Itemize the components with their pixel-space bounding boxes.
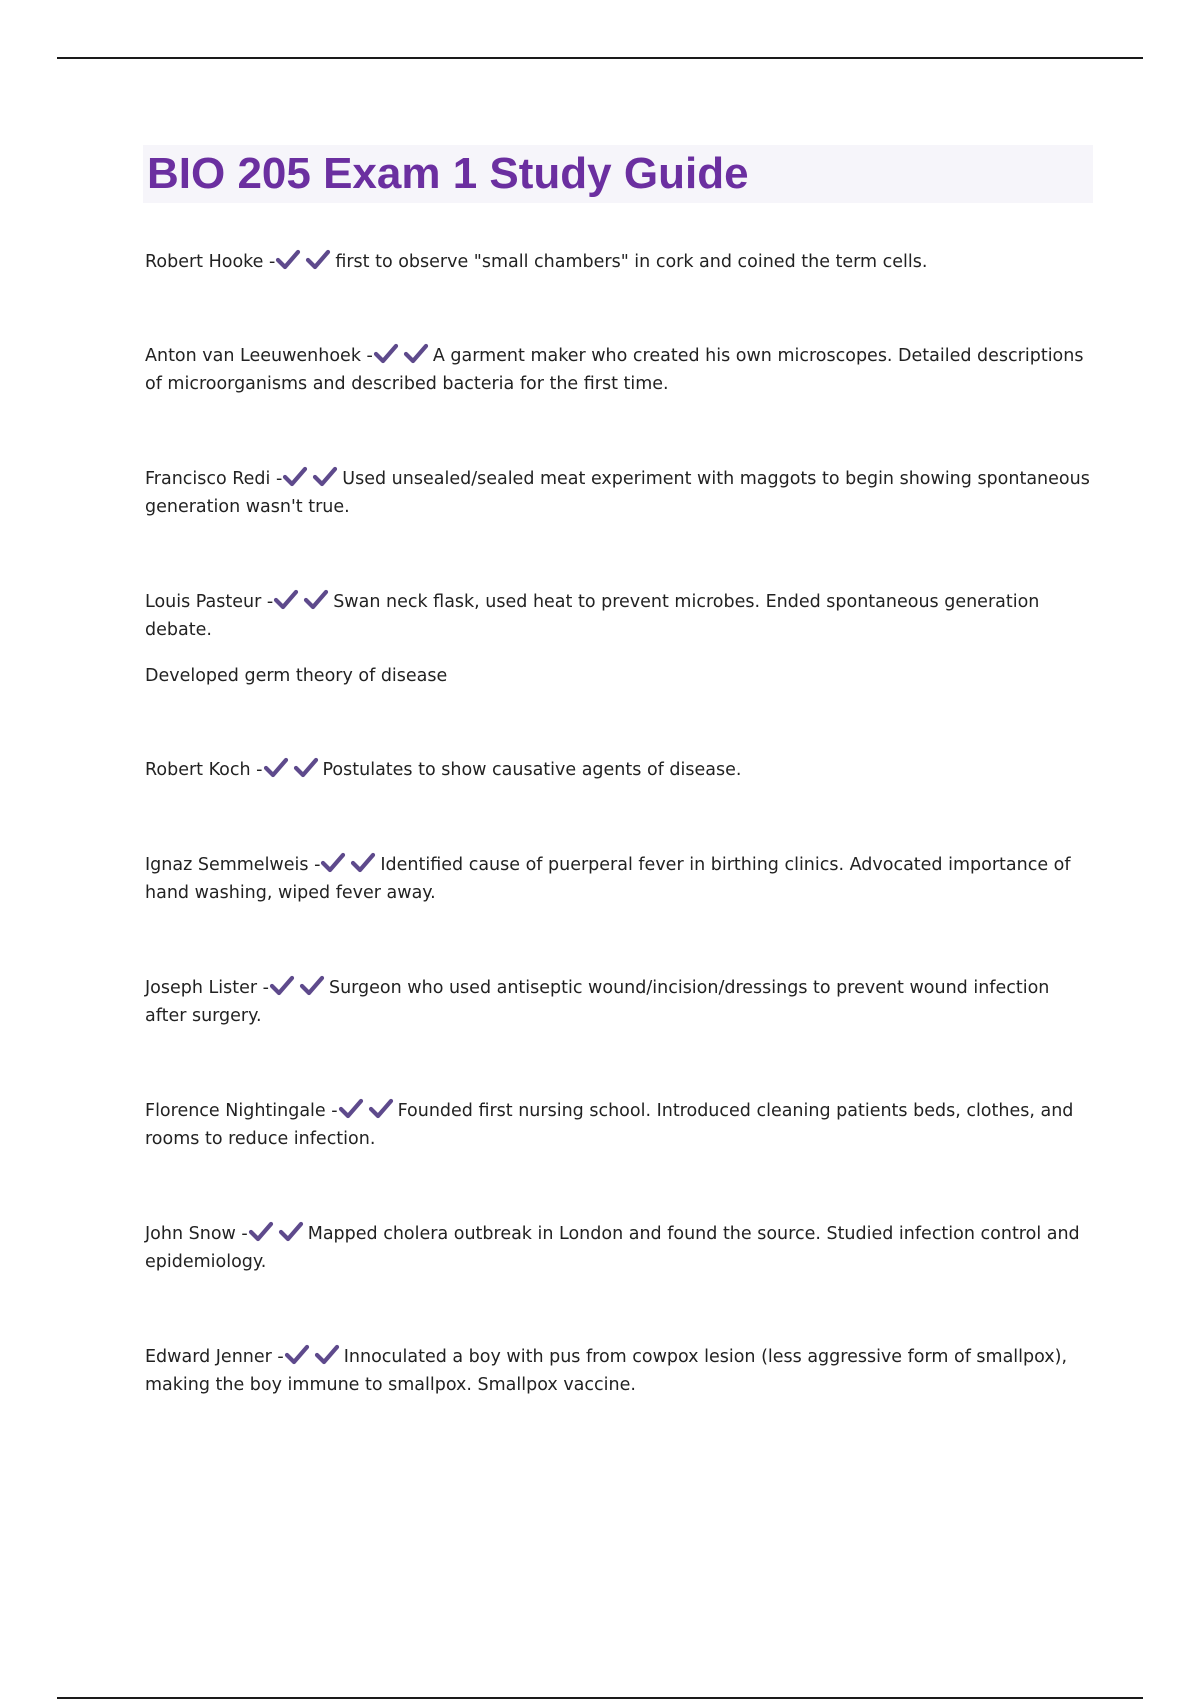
entry-separator: - (250, 760, 263, 780)
entry-text (145, 851, 1095, 907)
check-mark-icon (303, 589, 329, 611)
check-mark-icon (350, 852, 376, 874)
entry-text (145, 1097, 1095, 1153)
entry-definition: Used unsealed/sealed meat experiment with maggots to begin showing spontaneous generation wasn't true. (145, 469, 1090, 517)
entry-definition: Postulates to show causative agents of disease. (322, 760, 742, 780)
entry-term: Louis Pasteur (145, 592, 262, 612)
entry-anton-van-leeuwenhoek (145, 342, 1095, 398)
entry-term: Ignaz Semmelweis (145, 855, 309, 875)
entry-text (145, 342, 1095, 398)
check-mark-icon (338, 1098, 364, 1120)
entry-separator: - (308, 855, 321, 875)
entry-text (145, 588, 1095, 644)
check-mark-icon (368, 1098, 394, 1120)
check-mark-icon (403, 343, 429, 365)
entry-term: Joseph Lister (145, 978, 258, 998)
entry-term: Florence Nightingale (145, 1101, 326, 1121)
entry-definition: Identified cause of puerperal fever in birthing clinics. Advocated importance of hand washing, wiped fever away. (145, 855, 1071, 903)
entry-term: Francisco Redi (145, 469, 271, 489)
entry-john-snow (145, 1220, 1095, 1276)
check-mark-icon (282, 466, 308, 488)
entry-separator: - (360, 346, 373, 366)
check-mark-icon (269, 975, 295, 997)
entry-separator: - (325, 1101, 338, 1121)
entry-definition: first to observe "small chambers" in cork and coined the term cells. (335, 252, 928, 272)
entry-term: Edward Jenner (145, 1347, 272, 1367)
entry-definition: Innoculated a boy with pus from cowpox lesion (less aggressive form of smallpox), making the boy immune to smallpox. Smallpox vaccine. (145, 1347, 1068, 1395)
page-title: BIO 205 Exam 1 Study Guide (147, 149, 749, 198)
check-mark-icon (293, 757, 319, 779)
entry-francisco-redi (145, 465, 1095, 521)
entry-definition: Mapped cholera outbreak in London and found the source. Studied infection control and epidemiology. (145, 1224, 1080, 1272)
entry-text (145, 465, 1095, 521)
entry-robert-koch (145, 756, 1095, 784)
entry-definition: Surgeon who used antiseptic wound/incision/dressings to prevent wound infection after surgery. (145, 978, 1050, 1026)
entry-definition: Founded first nursing school. Introduced cleaning patients beds, clothes, and rooms to reduce infection. (145, 1101, 1074, 1149)
entry-separator: - (261, 592, 274, 612)
check-mark-icon (312, 466, 338, 488)
entry-definition: Swan neck flask, used heat to prevent microbes. Ended spontaneous generation debate. (145, 592, 1040, 640)
check-mark-icon (275, 249, 301, 271)
entry-robert-hooke (145, 248, 1095, 276)
entry-text (145, 248, 1095, 276)
check-mark-icon (273, 589, 299, 611)
check-mark-icon (248, 1221, 274, 1243)
check-mark-icon (314, 1344, 340, 1366)
entry-term: Robert Hooke (145, 252, 264, 272)
entry-louis-pasteur (145, 588, 1095, 690)
top-divider (57, 57, 1143, 59)
entry-separator: - (263, 252, 276, 272)
entry-term: Anton van Leeuwenhoek (145, 346, 361, 366)
entry-separator: - (271, 1347, 284, 1367)
check-mark-icon (284, 1344, 310, 1366)
entry-edward-jenner (145, 1343, 1095, 1399)
check-mark-icon (305, 249, 331, 271)
entry-text (145, 756, 1095, 784)
entry-separator: - (235, 1224, 248, 1244)
entry-text (145, 1220, 1095, 1276)
entry-separator: - (257, 978, 269, 998)
entry-text (145, 1343, 1095, 1399)
entry-ignaz-semmelweis (145, 851, 1095, 907)
entry-text (145, 974, 1095, 1030)
entry-florence-nightingale (145, 1097, 1095, 1153)
entry-term: John Snow (145, 1224, 236, 1244)
bottom-divider (57, 1697, 1143, 1699)
entry-separator: - (270, 469, 283, 489)
entry-extra-note: Developed germ theory of disease (145, 666, 448, 686)
check-mark-icon (373, 343, 399, 365)
check-mark-icon (278, 1221, 304, 1243)
entry-joseph-lister (145, 974, 1095, 1030)
check-mark-icon (263, 757, 289, 779)
check-mark-icon (320, 852, 346, 874)
entry-term: Robert Koch (145, 760, 251, 780)
check-mark-icon (299, 975, 325, 997)
entry-definition: A garment maker who created his own microscopes. Detailed descriptions of microorganisms and described bacteria for the first time. (145, 346, 1084, 394)
